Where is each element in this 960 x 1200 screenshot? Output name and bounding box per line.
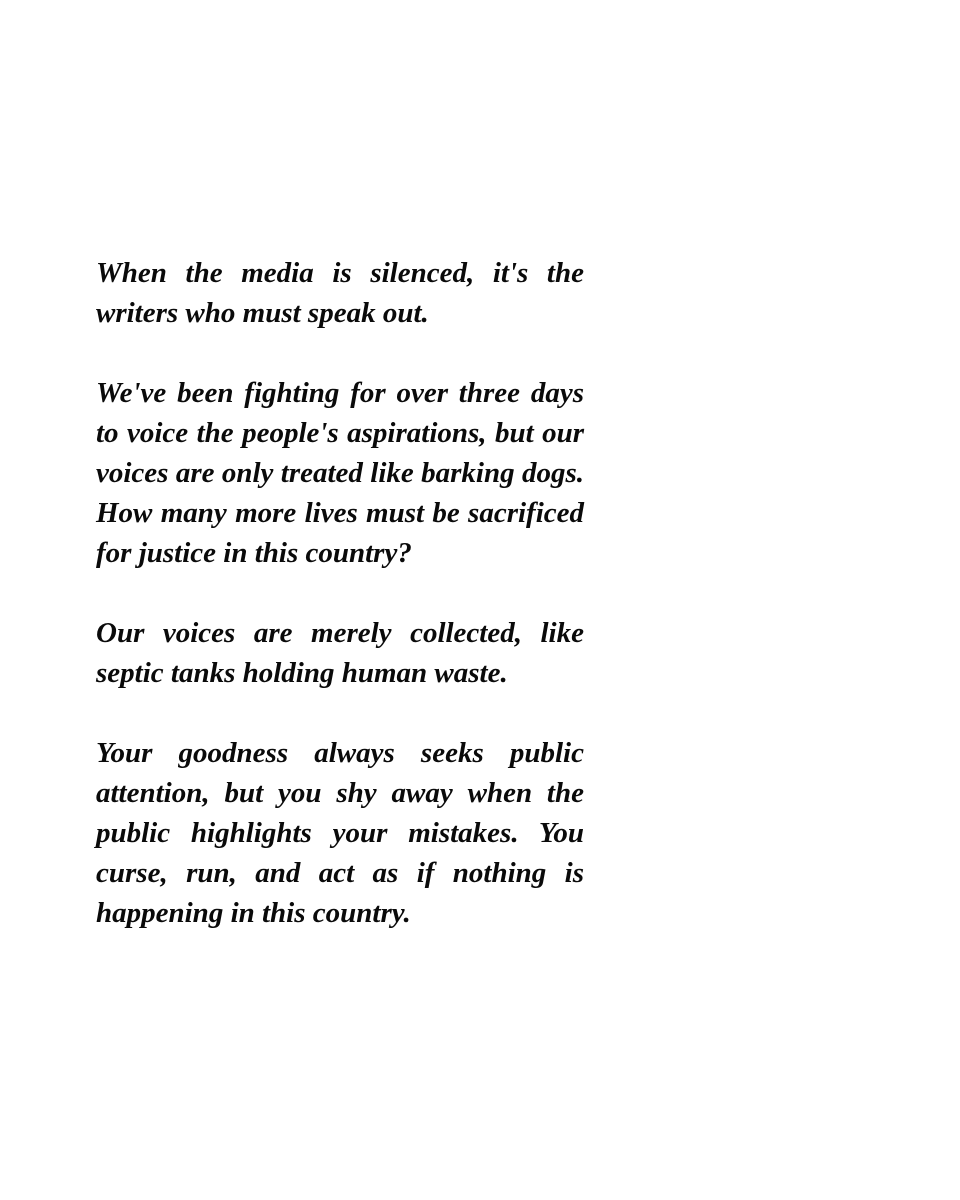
body-text [96,253,584,933]
paragraph-2: We've been fighting for over three days to voice the people's aspirations, but our voices are only treated like barking dogs. How many more lives must be sacrificed for justice in this country? [96,377,584,569]
paragraph-4: Your goodness always seeks public attention, but you shy away when the public highlights your mistakes. You curse, run, and act as if nothing is happening in this country. [96,737,584,929]
paragraph-3: Our voices are merely collected, like septic tanks holding human waste. [96,617,584,689]
paragraph-1: When the media is silenced, it's the writers who must speak out. [96,257,584,329]
